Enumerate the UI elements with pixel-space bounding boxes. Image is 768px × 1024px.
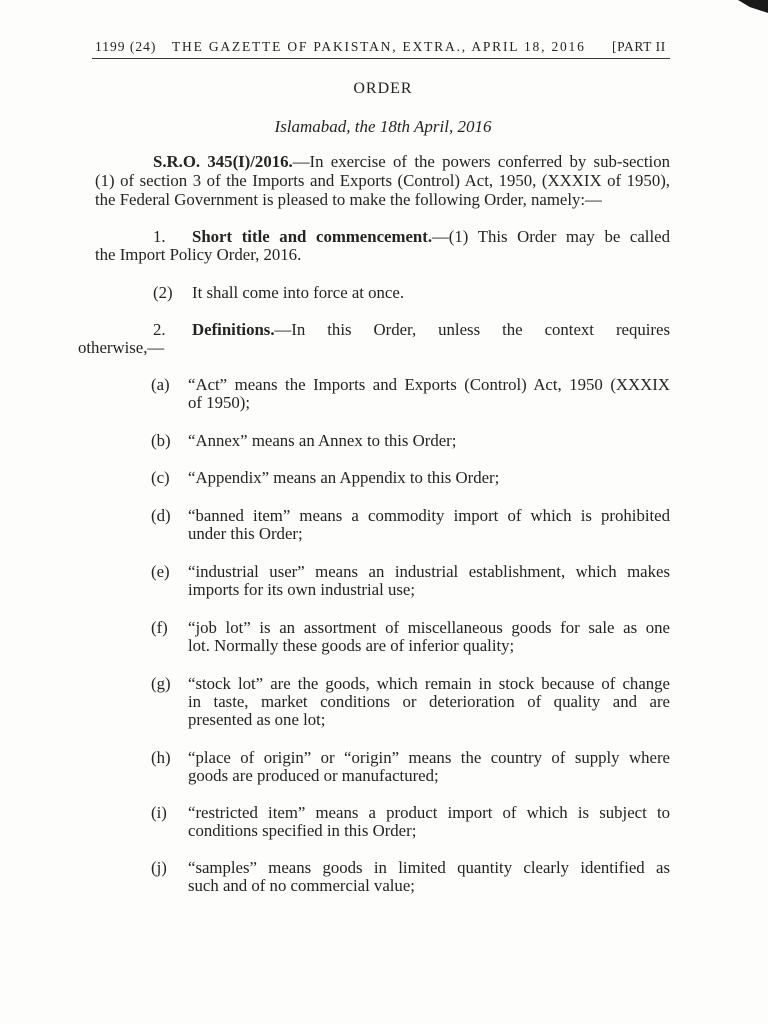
clause-number: 1. (153, 227, 166, 246)
definition-line: of 1950); (188, 393, 250, 412)
clause-heading: Short title and commencement. (192, 227, 433, 246)
clause-line (95, 284, 670, 302)
definition-line: “stock lot” are the goods, which remain in stock because of change (188, 674, 670, 693)
definition-line: “industrial user” means an industrial establishment, which makes (188, 562, 670, 581)
clause-short-title (95, 228, 670, 264)
page-reference: 1199 (24) (95, 39, 157, 54)
definition-line: goods are produced or manufactured; (188, 766, 439, 785)
definition-line: lot. Normally these goods are of inferior quality; (188, 636, 515, 655)
clause-definitions (78, 320, 670, 357)
preamble-line-text: —In exercise of the powers conferred by sub-section (292, 152, 670, 171)
definition-line: “Act” means the Imports and Exports (Control) Act, 1950 (XXXIX (188, 375, 670, 394)
definition-line: “place of origin” or “origin” means the country of supply where (188, 748, 670, 767)
definition-line: such and of no commercial value; (188, 876, 415, 895)
definition-line: conditions specified in this Order; (188, 821, 417, 840)
definition-line: “banned item” means a commodity import of which is prohibited (188, 506, 670, 525)
definition-item (151, 376, 670, 412)
clause-heading: Definitions. (192, 320, 275, 339)
order-title: ORDER (353, 80, 413, 97)
clause-line-text: —(1) This Order may be called (432, 227, 670, 246)
definition-text (188, 859, 670, 895)
definition-item (151, 563, 670, 599)
definition-line: in taste, market conditions or deterioration of quality and are (188, 692, 670, 711)
definition-label: (a) (151, 375, 170, 394)
preamble-line: (1) of section 3 of the Imports and Exports (Control) Act, 1950, (XXXIX of 1950), (95, 171, 670, 190)
clause-line-text: It shall come into force at once. (192, 283, 405, 302)
clause-number: 2. (153, 320, 166, 339)
definition-line: “restricted item” means a product import of which is subject to (188, 803, 670, 822)
definition-item (151, 469, 670, 487)
definition-line: presented as one lot; (188, 710, 326, 729)
definition-label: (c) (151, 468, 170, 487)
clause-line-text: —In this Order, unless the context requires (274, 320, 670, 339)
definition-text (188, 619, 670, 655)
definition-text (188, 563, 670, 599)
definition-label: (j) (151, 858, 167, 877)
definition-label: (b) (151, 431, 171, 450)
definition-line: “job lot” is an assortment of miscellaneous goods for sale as one (188, 618, 670, 637)
part-label: [PART II (612, 39, 666, 54)
definition-item (151, 675, 670, 729)
preamble-paragraph (95, 152, 670, 209)
definition-item (151, 507, 670, 543)
definition-line: “Annex” means an Annex to this Order; (188, 431, 457, 450)
definition-label: (h) (151, 748, 171, 767)
sro-number: S.R.O. 345(I)/2016. (153, 152, 293, 171)
definition-item (151, 749, 670, 785)
clause-line: the Import Policy Order, 2016. (95, 245, 302, 264)
definition-line: imports for its own industrial use; (188, 580, 415, 599)
definition-text (188, 804, 670, 840)
definition-text (188, 432, 670, 450)
definition-item (151, 859, 670, 895)
definition-item (151, 432, 670, 450)
definition-label: (d) (151, 506, 171, 525)
definition-text (188, 675, 670, 729)
definition-text (188, 749, 670, 785)
clause-commencement (95, 284, 670, 302)
header-rule (92, 58, 670, 59)
clause-number: (2) (153, 283, 173, 302)
definition-text (188, 469, 670, 487)
definition-label: (g) (151, 674, 171, 693)
definition-text (188, 376, 670, 412)
definition-label: (f) (151, 618, 168, 637)
definition-item (151, 804, 670, 840)
definition-line: “samples” means goods in limited quantity clearly identified as (188, 858, 670, 877)
clause-line (95, 321, 670, 339)
definition-line: “Appendix” means an Appendix to this Order; (188, 468, 500, 487)
preamble-line (95, 152, 670, 171)
definition-item (151, 619, 670, 655)
clause-line (95, 228, 670, 246)
definition-label: (e) (151, 562, 170, 581)
definition-label: (i) (151, 803, 167, 822)
definition-line: under this Order; (188, 524, 303, 543)
preamble-line: the Federal Government is pleased to make the following Order, namely:— (95, 190, 602, 209)
definition-text (188, 507, 670, 543)
gazette-title: THE GAZETTE OF PAKISTAN, EXTRA., APRIL 18, 2016 (172, 39, 586, 54)
clause-line: otherwise,— (78, 338, 165, 357)
scan-edge-mark (738, 0, 768, 13)
dateline: Islamabad, the 18th April, 2016 (274, 117, 492, 136)
